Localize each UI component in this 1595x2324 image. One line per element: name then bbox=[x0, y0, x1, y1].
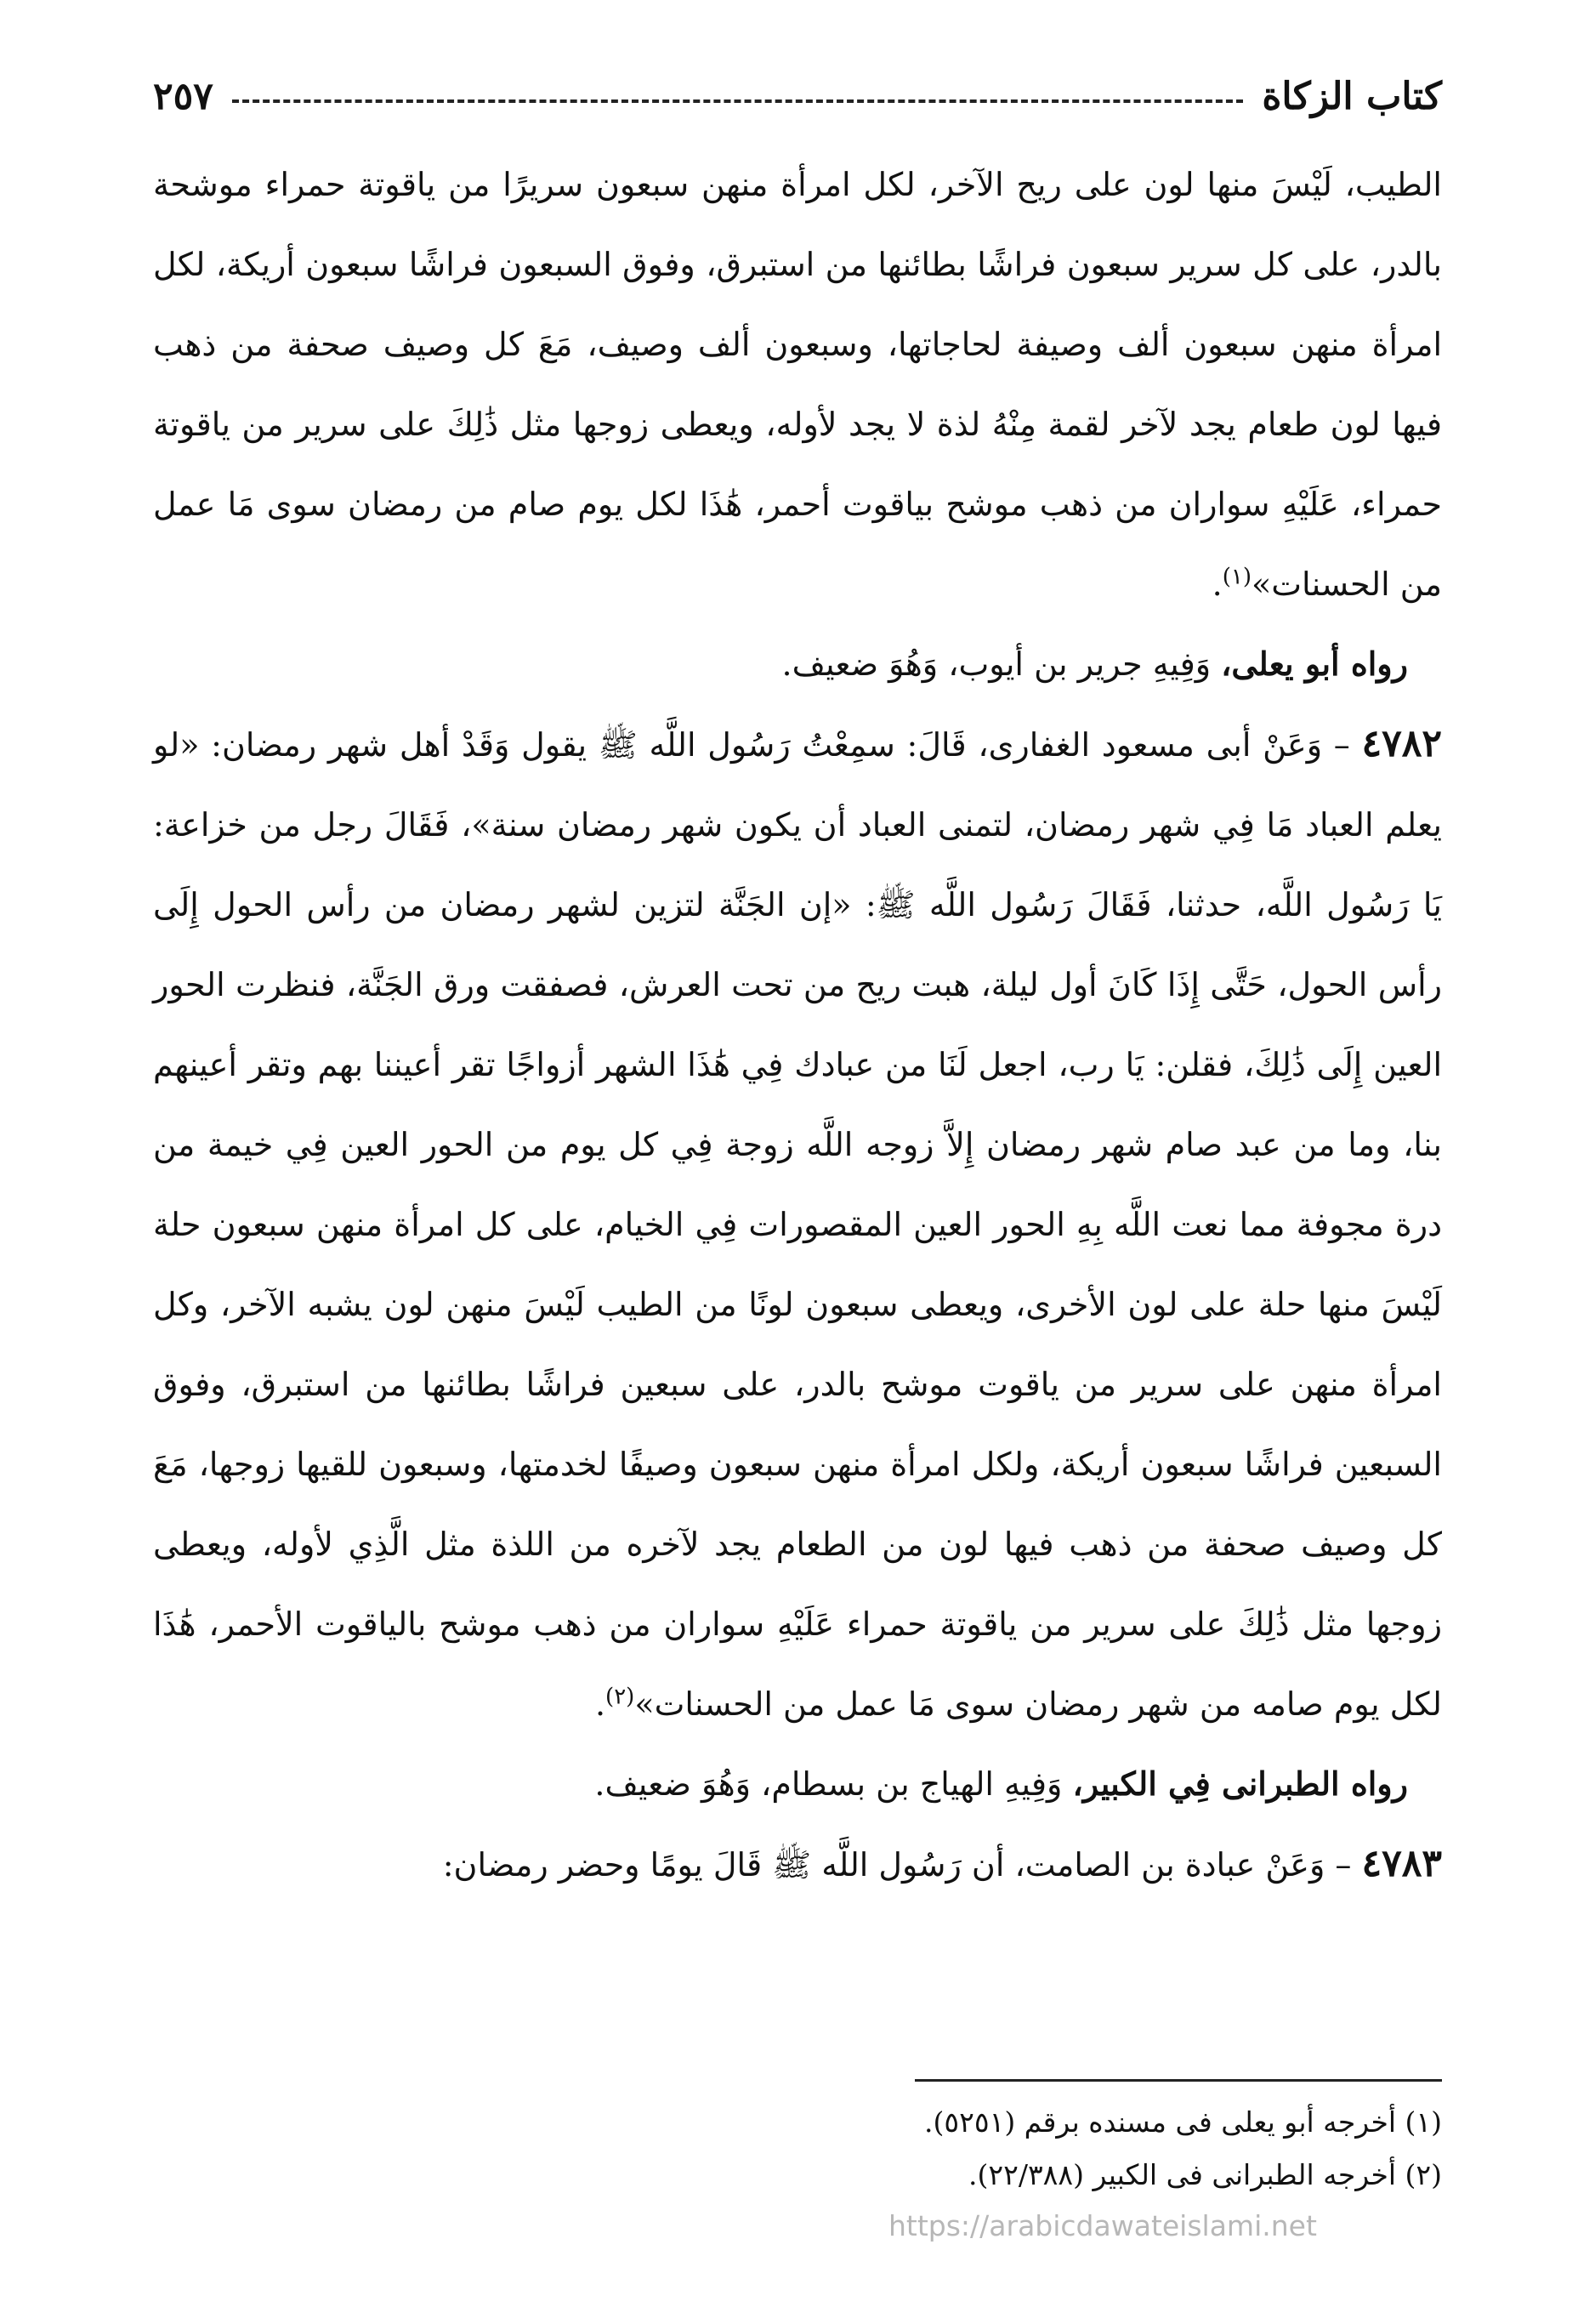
narration-note-2 bbox=[153, 1744, 1442, 1824]
footnote-ref-2: (٢) bbox=[605, 1684, 635, 1710]
footnotes bbox=[153, 2096, 1442, 2202]
narration-source-2: رواه الطبرانى فِي الكبير، bbox=[1072, 1764, 1408, 1803]
narration-note-1 bbox=[153, 624, 1442, 704]
hadith-number-4783: ٤٧٨٣ bbox=[1361, 1842, 1442, 1885]
hadith-4783 bbox=[153, 1824, 1442, 1905]
footnote-divider bbox=[915, 2079, 1442, 2082]
narration-rest-1: وَفِيهِ جرير بن أيوب، وَهُوَ ضعيف. bbox=[781, 645, 1222, 683]
footnote-1: (١) أخرجه أبو يعلى فى مسنده برقم (٥٢٥١). bbox=[924, 2105, 1442, 2139]
page-number: ٢٥٧ bbox=[153, 74, 213, 118]
footnote-ref-1: (١) bbox=[1222, 564, 1252, 590]
header-divider bbox=[232, 99, 1243, 103]
watermark-url: https://arabicdawateislami.net bbox=[888, 2209, 1317, 2242]
page-header bbox=[153, 66, 1442, 126]
main-text bbox=[153, 145, 1442, 1905]
narration-source-1: رواه أبو يعلى، bbox=[1221, 645, 1408, 683]
hadith-number-4782: ٤٧٨٢ bbox=[1361, 722, 1442, 765]
book-title: كتاب الزكاة bbox=[1262, 74, 1442, 118]
hadith-4782: ٤٧٨٢ – وَعَنْ أبى مسعود الغفارى، قَالَ: سمِعْتُ رَسُول اللَّه ﷺ يقول وَقَدْ أهل شهر رمضان: «لو يعلم العباد مَا فِي شهر رمضان، لتمنى العباد أن يكون شهر رمضان سنة»، فَقَالَ رجل من خزاعة: يَا رَسُول اللَّه، حدثنا، فَقَالَ رَسُول اللَّه ﷺ: «إن الجَنَّة لتزين لشهر رمضان من رأس الحول إِلَى رأس الحول، حَتَّى إِذَا كَانَ أول ليلة، هبت ريح من تحت العرش، فصفقت ورق الجَنَّة، فنظرت الحور العين إِلَى ذَٰلِكَ، فقلن: يَا رب، اجعل لَنَا من عبادك فِي هَٰذَا الشهر أزواجًا تقر أعيننا بهم وتقر أعينهم بنا، وما من عبد صام شهر رمضان إِلاَّ زوجه اللَّه زوجة فِي كل يوم من الحور العين فِي خيمة من درة مجوفة مما نعت اللَّه بِهِ الحور العين المقصورات فِي الخيام، على كل امرأة منهن سبعون حلة لَيْسَ منها حلة على لون الأخرى، ويعطى سبعون لونًا من الطيب لَيْسَ منهن لون يشبه الآخر، وكل امرأة منهن على سرير من ياقوت موشح بالدر، على سبعين فراشًا بطائنها من استبرق، وفوق السبعين فراشًا سبعون أريكة، ولكل امرأة منهن سبعون وصيفًا لخدمتها، وسبعون للقيها زوجها، مَعَ كل وصيف صحفة من ذهب فيها لون من الطعام يجد لآخره من اللذة مثل الَّذِي لأوله، ويعطى زوجها مثل ذَٰلِكَ على سرير من ياقوتة حمراء عَلَيْهِ سواران من ذهب موشح بالياقوت الأحمر، هَٰذَا لكل يوم صامه من شهر رمضان سوى مَا عمل من الحسنات»$^{(٢)}$. bbox=[153, 722, 1443, 1723]
hadith-continuation-text: الطيب، لَيْسَ منها لون على ريح الآخر، لكل امرأة منهن سبعون سريرًا من ياقوتة حمراء موشحة بالدر، على كل سرير سبعون فراشًا بطائنها من استبرق، وفوق السبعون فراشًا سبعون أريكة، لكل امرأة منهن سبعون ألف وصيفة لحاجاتها، وسبعون ألف وصيف، مَعَ كل وصيف صحفة من ذهب فيها لون طعام يجد لآخر لقمة مِنْهُ لذة لا يجد لأوله، ويعطى زوجها مثل ذَٰلِكَ على سرير من ياقوتة حمراء، عَلَيْهِ سواران من ذهب موشح بياقوت أحمر، هَٰذَا لكل يوم صام من رمضان سوى مَا عمل من الحسنات» bbox=[153, 166, 1442, 603]
hadith-text-4782: – وَعَنْ أبى مسعود الغفارى، قَالَ: سمِعْتُ رَسُول اللَّه ﷺ يقول وَقَدْ أهل شهر رمضان: «لو يعلم العباد مَا فِي شهر رمضان، لتمنى العباد أن يكون شهر رمضان سنة»، فَقَالَ رجل من خزاعة: يَا رَسُول اللَّه، حدثنا، فَقَالَ رَسُول اللَّه ﷺ: «إن الجَنَّة لتزين لشهر رمضان من رأس الحول إِلَى رأس الحول، حَتَّى إِذَا كَانَ أول ليلة، هبت ريح من تحت العرش، فصفقت ورق الجَنَّة، فنظرت الحور العين إِلَى ذَٰلِكَ، فقلن: يَا رب، اجعل لَنَا من عبادك فِي هَٰذَا الشهر أزواجًا تقر أعيننا بهم وتقر أعينهم بنا، وما من عبد صام شهر رمضان إِلاَّ زوجه اللَّه زوجة فِي كل يوم من الحور العين فِي خيمة من درة مجوفة مما نعت اللَّه بِهِ الحور العين المقصورات فِي الخيام، على كل امرأة منهن سبعون حلة لَيْسَ منها حلة على لون الأخرى، ويعطى سبعون لونًا من الطيب لَيْسَ منهن لون يشبه الآخر، وكل امرأة منهن على سرير من ياقوت موشح بالدر، على سبعين فراشًا بطائنها من استبرق، وفوق السبعين فراشًا سبعون أريكة، ولكل امرأة منهن سبعون وصيفًا لخدمتها، وسبعون للقيها زوجها، مَعَ كل وصيف صحفة من ذهب فيها لون من الطعام يجد لآخره من اللذة مثل الَّذِي لأوله، ويعطى زوجها مثل ذَٰلِكَ على سرير من ياقوتة حمراء عَلَيْهِ سواران من ذهب موشح بالياقوت الأحمر، هَٰذَا لكل يوم صامه من شهر رمضان سوى مَا عمل من الحسنات» bbox=[153, 726, 1443, 1723]
narration-rest-2: وَفِيهِ الهياج بن بسطام، وَهُوَ ضعيف. bbox=[594, 1765, 1073, 1803]
hadith-continuation: الطيب، لَيْسَ منها لون على ريح الآخر، لكل امرأة منهن سبعون سريرًا من ياقوتة حمراء موشحة بالدر، على كل سرير سبعون فراشًا بطائنها من استبرق، وفوق السبعون فراشًا سبعون أريكة، لكل امرأة منهن سبعون ألف وصيفة لحاجاتها، وسبعون ألف وصيف، مَعَ كل وصيف صحفة من ذهب فيها لون طعام يجد لآخر لقمة مِنْهُ لذة لا يجد لأوله، ويعطى زوجها مثل ذَٰلِكَ على سرير من ياقوتة حمراء، عَلَيْهِ سواران من ذهب موشح بياقوت أحمر، هَٰذَا لكل يوم صام من رمضان سوى مَا عمل من الحسنات»$^{(١)}$. bbox=[153, 166, 1442, 603]
footnote-2: (٢) أخرجه الطبرانى فى الكبير (٢٢/٣٨٨). bbox=[968, 2158, 1442, 2191]
hadith-text-4783: – وَعَنْ عبادة بن الصامت، أن رَسُول اللَّه ﷺ قَالَ يومًا وحضر رمضان: bbox=[442, 1846, 1362, 1884]
